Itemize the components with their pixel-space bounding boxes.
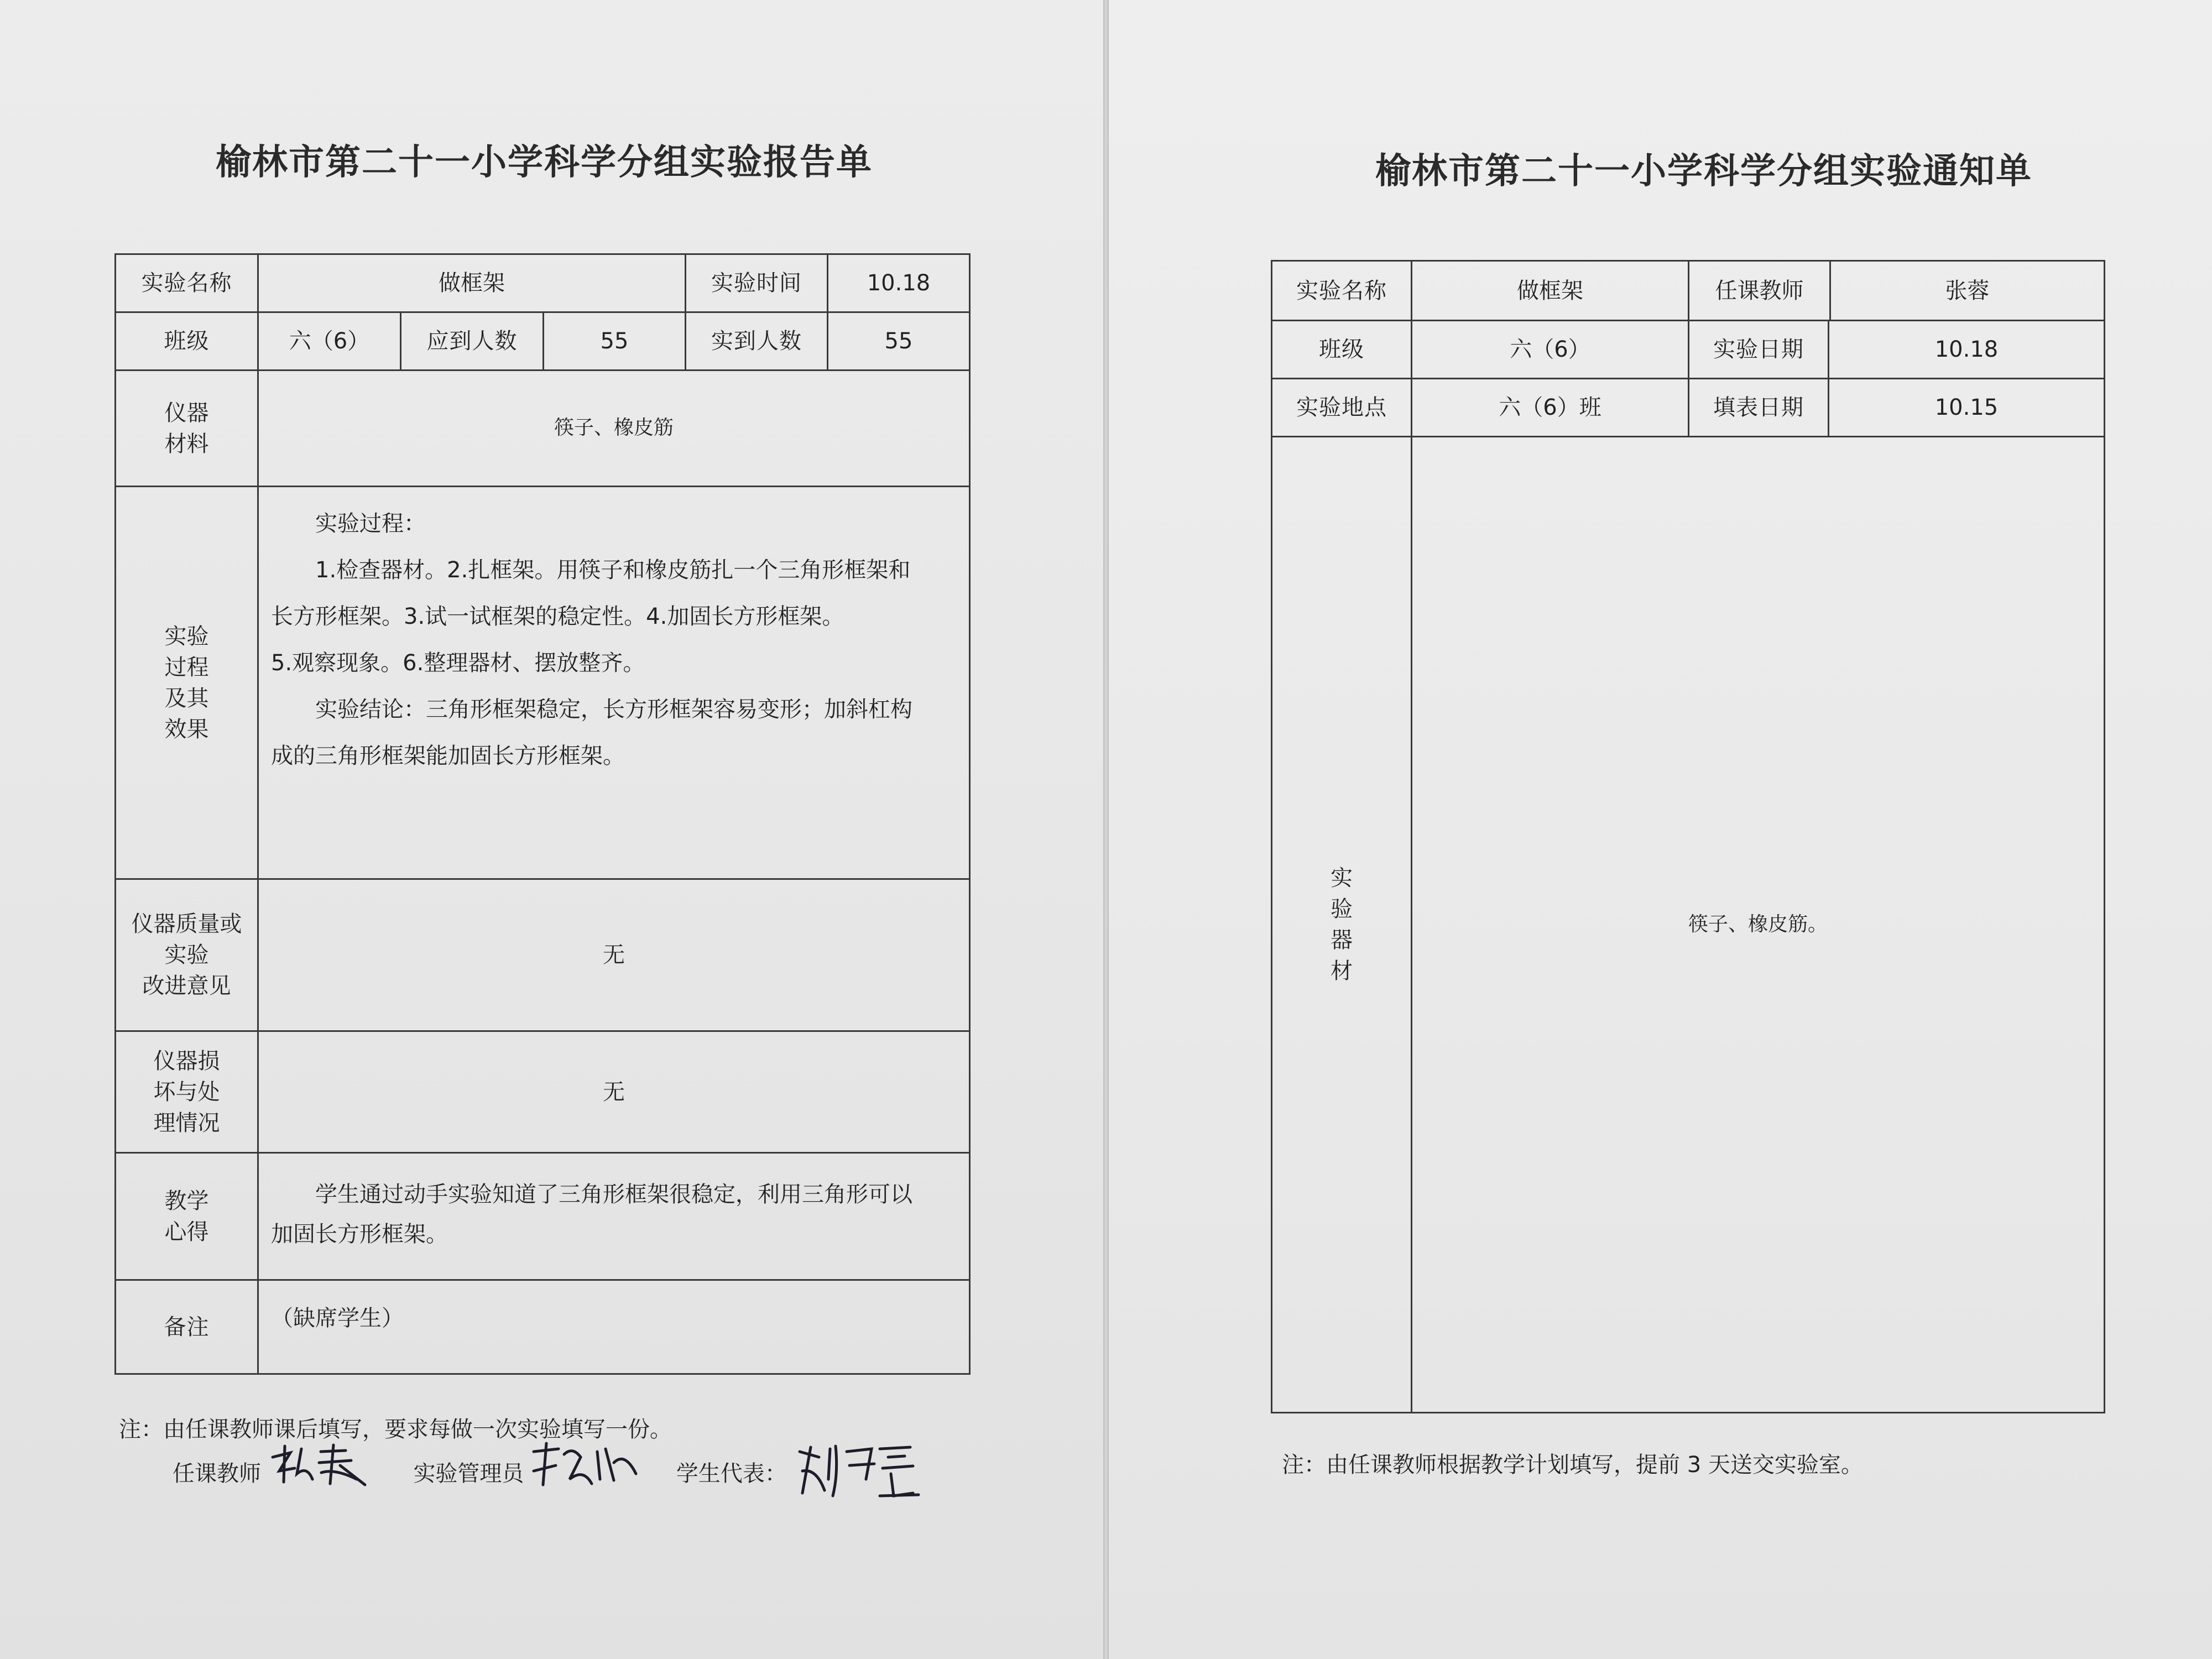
notice-fill-date-label: 填表日期 <box>1689 379 1829 437</box>
page-gutter <box>1103 0 1109 1659</box>
notice-place-value: 六（6）班 <box>1412 379 1689 437</box>
admin-label: 实验管理员 <box>413 1461 524 1486</box>
notice-name-label: 实验名称 <box>1272 261 1412 321</box>
report-reflection-line: 加固长方形框架。 <box>271 1222 448 1247</box>
report-remark-value: （缺席学生） <box>258 1280 970 1374</box>
report-row-remark <box>116 1280 970 1374</box>
report-row-damage <box>116 1031 970 1153</box>
report-row-quality <box>116 879 970 1031</box>
report-reflection-line: 学生通过动手实验知道了三角形框架很稳定，利用三角形可以 <box>315 1182 912 1207</box>
report-process-label-line: 实验 <box>164 623 209 649</box>
notice-equipment-label-char: 材 <box>1331 958 1353 984</box>
notice-row-place <box>1272 379 2105 437</box>
notice-date-label: 实验日期 <box>1689 321 1829 379</box>
notice-equipment-label-char: 器 <box>1331 927 1353 953</box>
report-row-reflection <box>116 1153 970 1280</box>
report-process-label <box>116 487 258 879</box>
report-reflection-label <box>116 1153 258 1280</box>
notice-name-value: 做框架 <box>1412 261 1689 321</box>
notice-table <box>1271 260 2105 1413</box>
notice-teacher-cell <box>1689 261 2105 321</box>
notice-class-label: 班级 <box>1272 321 1412 379</box>
report-class-label: 班级 <box>116 312 258 371</box>
notice-teacher-label: 任课教师 <box>1689 262 1831 320</box>
notice-row-name <box>1272 261 2105 321</box>
notice-class-value: 六（6） <box>1412 321 1689 379</box>
student-label: 学生代表： <box>676 1461 787 1486</box>
report-materials-label-line: 材料 <box>164 431 209 457</box>
report-process-line: 长方形框架。3.试一试框架的稳定性。4.加固长方形框架。 <box>271 604 844 629</box>
teacher-label: 任课教师 <box>173 1461 261 1486</box>
report-time-value: 10.18 <box>828 254 970 312</box>
report-expected-value: 55 <box>544 312 686 371</box>
report-materials-value: 筷子、橡皮筋 <box>258 371 970 487</box>
report-damage-label <box>116 1031 258 1153</box>
notice-equipment-label-char: 实 <box>1331 865 1353 891</box>
report-expected-label: 应到人数 <box>401 312 544 371</box>
report-row-materials <box>116 371 970 487</box>
notice-row-class <box>1272 321 2105 379</box>
report-process-line: 1.检查器材。2.扎框架。用筷子和橡皮筋扎一个三角形框架和 <box>315 557 911 583</box>
notice-row-equipment <box>1272 437 2105 1413</box>
report-process-line: 5.观察现象。6.整理器材、摆放整齐。 <box>271 650 645 676</box>
notice-date-value: 10.18 <box>1829 321 2105 379</box>
report-quality-label-line: 改进意见 <box>142 973 231 999</box>
notice-teacher-value: 张蓉 <box>1945 278 1990 304</box>
report-name-label: 实验名称 <box>116 254 258 312</box>
report-process-heading: 实验过程： <box>315 511 426 536</box>
report-damage-label-line: 坏与处 <box>153 1079 220 1105</box>
report-row-name <box>116 254 970 312</box>
report-reflection-label-line: 心得 <box>164 1219 209 1245</box>
report-title: 榆林市第二十一小学科学分组实验报告单 <box>216 142 873 183</box>
report-damage-value: 无 <box>258 1031 970 1153</box>
report-process-label-line: 过程 <box>164 654 209 680</box>
notice-title: 榆林市第二十一小学科学分组实验通知单 <box>1375 151 2032 192</box>
notice-equipment-label <box>1272 437 1412 1413</box>
report-materials-label-line: 仪器 <box>164 400 209 426</box>
report-conclusion-line: 成的三角形框架能加固长方形框架。 <box>271 743 625 769</box>
report-remark-label: 备注 <box>116 1280 258 1374</box>
report-reflection-label-line: 教学 <box>164 1188 209 1214</box>
report-row-class <box>116 312 970 371</box>
report-process-body <box>258 487 970 879</box>
notice-fill-date-value: 10.15 <box>1829 379 2105 437</box>
report-row-process <box>116 487 970 879</box>
report-signatures <box>173 1441 921 1488</box>
report-table <box>114 253 971 1375</box>
report-name-value: 做框架 <box>258 254 686 312</box>
report-conclusion-line: 实验结论：三角形框架稳定，长方形框架容易变形；加斜杠构 <box>315 697 912 722</box>
report-damage-label-line: 仪器损 <box>153 1048 220 1074</box>
report-class-value: 六（6） <box>258 312 401 371</box>
notice-place-label: 实验地点 <box>1272 379 1412 437</box>
notice-note: 注：由任课教师根据教学计划填写，提前 3 天送交实验室。 <box>1282 1452 1863 1478</box>
report-quality-label-line: 仪器质量或 <box>131 911 242 937</box>
report-actual-label: 实到人数 <box>686 312 828 371</box>
admin-signature <box>531 1441 641 1488</box>
report-quality-value: 无 <box>258 879 970 1031</box>
notice-equipment-label-char: 验 <box>1331 896 1353 922</box>
report-time-label: 实验时间 <box>686 254 828 312</box>
report-materials-label <box>116 371 258 487</box>
teacher-signature <box>268 1441 373 1488</box>
notice-equipment-value: 筷子、橡皮筋。 <box>1412 437 2105 1413</box>
report-quality-label <box>116 879 258 1031</box>
report-process-label-line: 效果 <box>164 716 209 742</box>
student-signature <box>794 1441 921 1501</box>
report-quality-label-line: 实验 <box>164 942 209 968</box>
report-note: 注：由任课教师课后填写，要求每做一次实验填写一份。 <box>119 1417 672 1442</box>
report-damage-label-line: 理情况 <box>153 1110 220 1136</box>
report-process-label-line: 及其 <box>164 685 209 711</box>
report-actual-value: 55 <box>828 312 970 371</box>
report-reflection-body <box>258 1153 970 1280</box>
